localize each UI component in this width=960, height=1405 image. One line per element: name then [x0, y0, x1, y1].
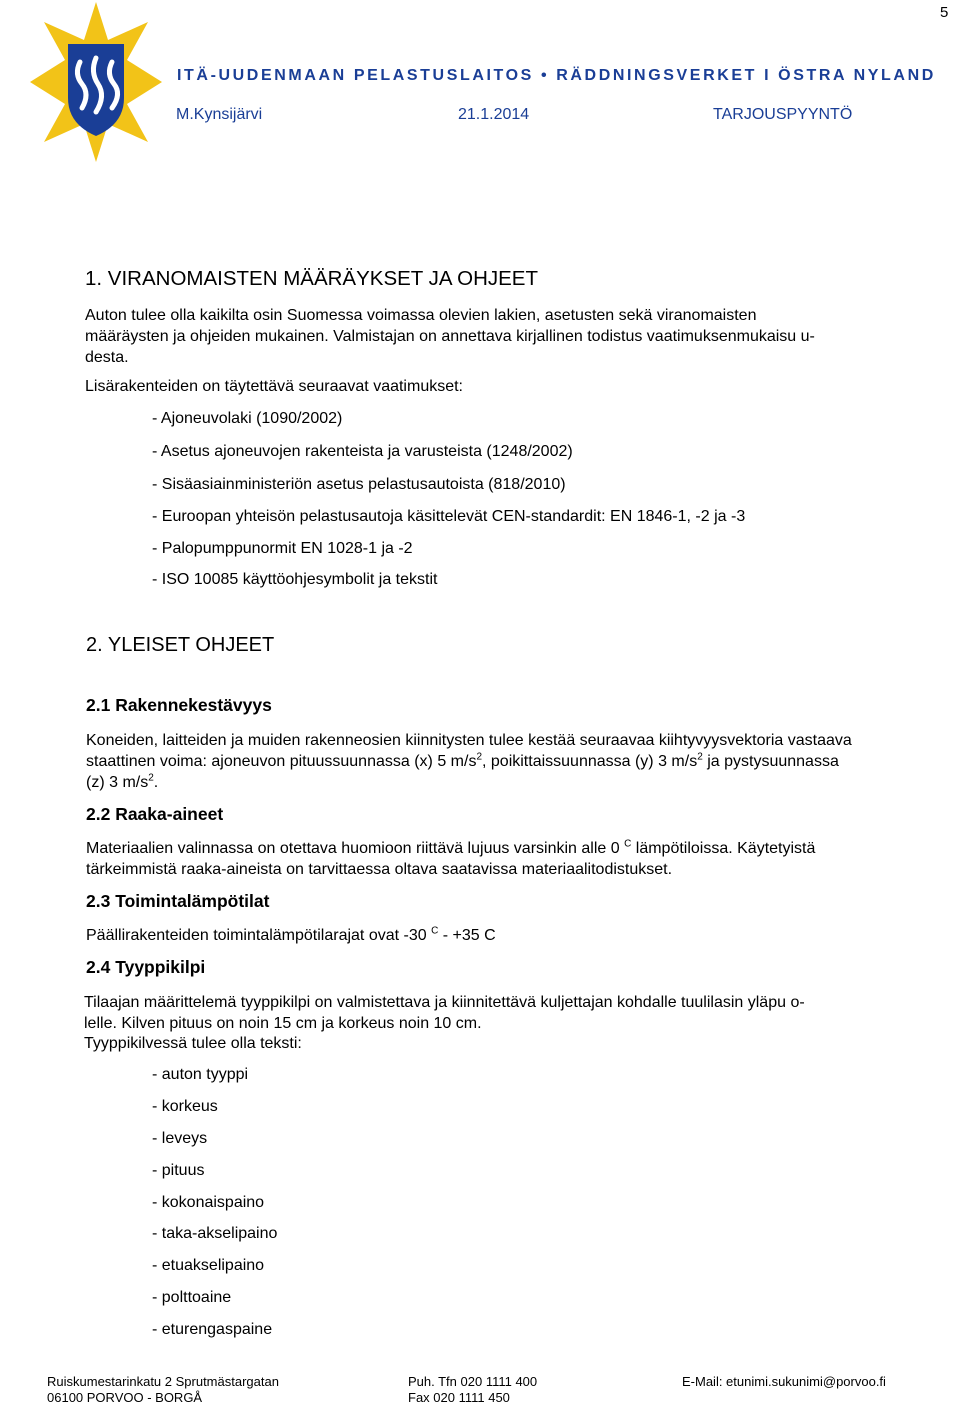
requirement-item: - Ajoneuvolaki (1090/2002) [152, 410, 343, 427]
section-2-3-line: Päällirakenteiden toimintalämpötilarajat ovat -30 $^C$ - +35 C [86, 925, 496, 944]
nameplate-item: - kokonaispaino [152, 1194, 265, 1211]
section-2-1-heading: 2.1 Rakennekestävyys [86, 695, 272, 715]
footer-address: Ruiskumestarinkatu 2 Sprutmästargatan [47, 1374, 279, 1389]
section-2-1-line: Koneiden, laitteiden ja muiden rakenneosien kiinnitysten tulee kestää seuraavaa kiihtyvyysvektoria vastaava [86, 732, 852, 749]
section-2-2-heading: 2.2 Raaka-aineet [86, 804, 224, 824]
nameplate-item: - polttoaine [152, 1289, 232, 1306]
section-2-1-line: (z) 3 $m/s^2$. [86, 772, 159, 791]
section-1-paragraph-line: Auton tulee olla kaikilta osin Suomessa voimassa olevien lakien, asetusten sekä viranomaisten [85, 307, 757, 324]
section-2-4-heading: 2.4 Tyyppikilpi [86, 957, 206, 977]
section-2-2-line: Materiaalien valinnassa on otettava huomioon riittävä lujuus varsinkin alle 0 $^C$ lämpötiloissa. Käytetyistä [86, 838, 816, 857]
requirement-item: - ISO 10085 käyttöohjesymbolit ja tekstit [152, 571, 438, 588]
section-1-paragraph-line: desta. [85, 349, 129, 366]
section-2-2-line: tärkeimmistä raaka-aineista on tarvittaessa oltava saatavissa materiaalitodistukset. [86, 861, 673, 878]
section-1-paragraph-line: määräysten ja ohjeiden mukainen. Valmistajan on annettava kirjallinen todistus vaatimuksenmukaisu u- [85, 328, 815, 345]
footer-fax: Fax 020 1111 450 [408, 1390, 510, 1405]
nameplate-item: - etuakselipaino [152, 1257, 265, 1274]
section-2-3-heading: 2.3 Toimintalämpötilat [86, 891, 270, 911]
section-2-heading: 2. YLEISET OHJEET [86, 634, 275, 656]
nameplate-item: - eturengaspaine [152, 1321, 273, 1338]
footer-email: E-Mail: etunimi.sukunimi@porvoo.fi [682, 1374, 886, 1389]
document-type: TARJOUSPYYNTÖ [713, 106, 853, 123]
section-2-4-line: lelle. Kilven pituus on noin 15 cm ja korkeus noin 10 cm. [84, 1015, 482, 1032]
nameplate-item: - leveys [152, 1130, 208, 1147]
requirement-item: - Sisäasiainministeriön asetus pelastusautoista (818/2010) [152, 476, 566, 493]
nameplate-item: - pituus [152, 1162, 205, 1179]
organization-name: ITÄ-UUDENMAAN PELASTUSLAITOS • RÄDDNINGSVERKET I ÖSTRA NYLAND [177, 67, 936, 84]
footer-phone: Puh. Tfn 020 1111 400 [408, 1374, 538, 1389]
nameplate-item: - korkeus [152, 1098, 218, 1115]
requirement-item: - Asetus ajoneuvojen rakenteista ja varusteista (1248/2002) [152, 443, 573, 460]
nameplate-item: - auton tyyppi [152, 1066, 249, 1083]
nameplate-item: - taka-akselipaino [152, 1225, 278, 1242]
footer-address: 06100 PORVOO - BORGÅ [47, 1390, 203, 1405]
requirement-item: - Euroopan yhteisön pelastusautoja käsittelevät CEN-standardit: EN 1846-1, -2 ja -3 [152, 508, 746, 525]
page-number: 5 [940, 4, 949, 21]
organization-logo [30, 2, 162, 162]
section-2-1-line: staattinen voima: ajoneuvon pituussuunnassa (x) 5 $m/s^2$, poikittaissuunnassa (y) 3 $m/s^2$ ja pystysuunnassa [86, 751, 839, 770]
author: M.Kynsijärvi [176, 106, 263, 123]
requirement-item: - Palopumppunormit EN 1028-1 ja -2 [152, 540, 413, 557]
section-2-4-line: Tyyppikilvessä tulee olla teksti: [84, 1035, 302, 1052]
section-1-heading: 1. VIRANOMAISTEN MÄÄRÄYKSET JA OHJEET [85, 267, 539, 290]
requirements-intro: Lisärakenteiden on täytettävä seuraavat vaatimukset: [85, 378, 463, 395]
document-date: 21.1.2014 [458, 106, 530, 123]
section-2-4-line: Tilaajan määrittelemä tyyppikilpi on valmistettava ja kiinnitettävä kuljettajan kohdalle tuulilasin yläpu o- [84, 994, 805, 1011]
